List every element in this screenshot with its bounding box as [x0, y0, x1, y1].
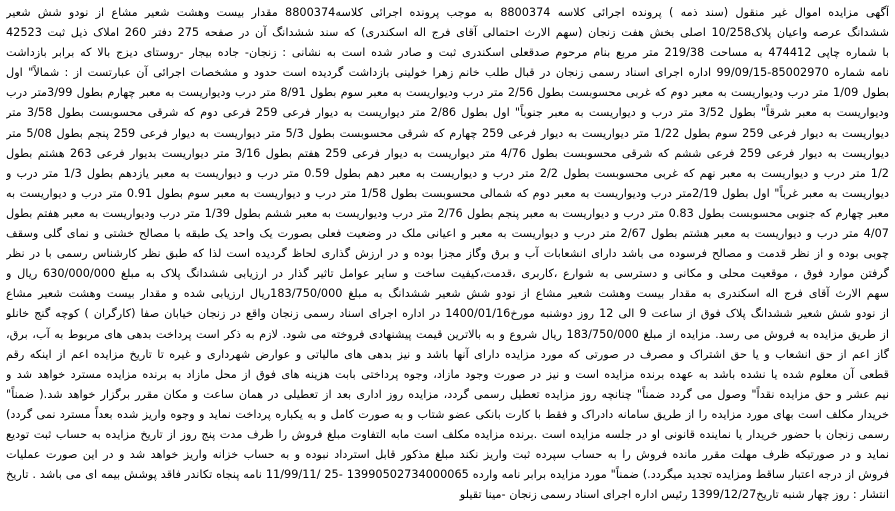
notice-line: از طریق مزایده به فروش می رسد. مزایده از مبلغ 183/750/000 ریال شروع و به بالاترین قیمت پیشنهادی فروخته می شود. لازم به ذکر است پرداخت بدهی های مربوط به آب، برق، — [6, 327, 889, 341]
notice-line: رسمی زنجان با حضور خریدار یا نماینده قانونی او در جلسه مزایده است .برنده مزایده مکلف است مابه التفاوت مبلغ فروش را ظرف مدت پنج روز از تاریخ مزایده به حساب ثبت تودیع — [6, 427, 889, 441]
notice-line: فروش از درجه اعتبار ساقط ومزایده تجدید میگردد.) ضمناً" مورد مزایده برابر نامه وارده 13990502734000065 -25 /11/99/11 نامه پنجاه تکاندر فاقد پوشش بیمه ای می باشد . تاریخ — [6, 468, 889, 482]
notice-line: دیواریست به معبر غرباً" اول بطول 2/19متر درب ودیواریست به معبر دوم که شمالی محسوبست بطول 1/58 متر درب و دیواریست به معبر سوم بطول 0.91 متر درب و دیواریست به — [6, 186, 889, 200]
notice-line: چوبی بوده و از نظر قدمت و مصالح فرسوده می باشد دارای انشعابات آب و برق وگاز مجزا بوده و در ارزش گذاری لحاظ گردیده است لذا که طبق نظر کارشناس رسمی با در نظر — [6, 247, 889, 261]
notice-line: سهم الارث آقای فرج اله اسکندری به مقدار بیست وهشت شعیر مشاع از نودو شش شعیر ششدانگ به مبلغ 183/750/000ریال ارزیابی شده و مقدار بیست وهشت شعیر مشاع — [6, 287, 889, 301]
notice-line: بطول 1/09 متر درب ودیواریست به معبر دوم که غربی محسوبست بطول 2/56 متر درب ودیواریست به معبر سوم بطول 8/91 متر درب ودیواریست به معبر چهارم بطول 3/99متر درب — [6, 86, 889, 100]
notice-line: نیم عشر و حق مزایده نقداً" وصول می گردد ضمناً" چنانچه روز مزایده تعطیل رسمی گردد، مزایده روز اداری بعد از تعطیلی در همان ساعت و مکان مقرر برگزار خواهد شد.( ضمناً" — [6, 387, 889, 401]
notice-line: نامه شماره 85002970-99/09/15 اداره اجرای اسناد رسمی زنجان در قبال طلب خانم زهرا خولینی بازداشت گردیده است حدود و مشخصات اجرائی آن عبارتست از : شمالاً" اول — [6, 66, 889, 80]
notice-line: 1/2 متر درب و دیواریست به معبر نهم که غربی محسوبست بطول 2/2 متر درب و دیواریست به معبر دهم بطول 0.59 متر درب و دیواریست به معبر یازدهم بطول 1/3 متر درب و — [6, 166, 889, 180]
notice-line-signature: انتشار : روز چهار شنبه تاریخ1399/12/27 رئیس اداره اجرای اسناد رسمی زنجان -مینا تقیلو — [459, 488, 889, 502]
notice-line: گاز اعم از حق انشعاب و یا حق اشتراک و مصرف در صورتی که مورد مزایده دارای آنها باشد و نیز بدهی های مالیاتی و عوارض شهرداری و غیره تا تاریخ مزایده اعم از اینکه رقم — [6, 347, 889, 361]
notice-line: نماید و در صورتیکه ظرف مهلت مقرر مانده فروش را به حساب سپرده ثبت واریز نکند مبلغ مذکور قابل استرداد نبوده و به حساب خزانه واریز خواهد شد و در این صورت عملیات — [6, 448, 889, 462]
notice-line: دیواریست به دیوار فرعی 259 فرعی ششم که شرقی محسوبست بطول 4/76 متر دیواریست به دیوار فرعی 259 هفتم بطول 3/16 متر دیواریست بدیوار فرعی 263 هشتم بطول — [6, 146, 889, 160]
notice-line: ششدانگ عرصه واعیان پلاک10/258 اصلی بخش هفت زنجان (سهم الارث احتمالی آقای فرج اله اسکندری) که سند ششدانگ آن در صفحه 275 دفتر 260 املاک ذیل ثبت 42523 — [6, 26, 889, 40]
notice-line: خریدار مکلف است بهای مورد مزایده را از طریق سامانه دادراک و فقط با کارت بانکی عضو شتاب و به صورت کامل و به یکباره پرداخت نماید و وجوه واریز شده بعداً مسترد نمی گردد) — [6, 407, 889, 421]
notice-line: از نودو شش شعیر ششدانگ پلاک فوق از ساعت 9 الی 12 روز دوشنبه مورخ1400/01/16 در اداره اجرای اسناد رسمی زنجان واقع در زنجان خیابان صفا (کارگران ) کوچه گنج خانلو — [6, 307, 889, 321]
notice-line: دیواریست به دیوار فرعی 259 سوم بطول 1/22 متر دیواریست به دیوار فرعی 259 چهارم که شرقی محسوبست بطول 5/3 متر دیواریست به دیوار فرعی 259 پنجم بطول 5/08 متر — [6, 126, 889, 140]
notice-line: با شماره چاپی 474412 به مساحت 219/38 متر مربع بنام مرحوم صدقعلی اسکندری ثبت و صادر شده است به نشانی : زنجان- جاده بیجار -روستای دیزج بالا که برابر بازداشت — [6, 46, 889, 60]
notice-line: آگهی مزایده اموال غیر منقول (سند ذمه ) پرونده اجرائی کلاسه 8800374 به موجب پرونده اجرائی کلاسه8800374 مقدار بیست وهشت شعیر مشاع از نودو شش شعیر — [6, 6, 889, 19]
notice-line: ودیواریست به معبر شرقاً" بطول 3/52 متر درب و دیواریست به معبر جنوباً" اول بطول 2/86 متر دیواریست به دیوار فرعی 259 فرعی دوم که شرقی محسوبست بطول 3/58 متر — [6, 106, 889, 120]
notice-line: قطعی آن معلوم شده یا نشده باشد به عهده برنده مزایده است و نیز در صورت وجود مازاد، وجوه پرداختی بابت هزینه های فوق از محل مازاد به برنده مزایده مسترد خواهد شد و — [6, 367, 889, 381]
notice-line: 4/07 متر درب و دیواریست به معبر هشتم بطول 2/67 متر درب و دیواریست به معبر و اعیانی ملک در وضعیت فعلی بصورت یک واحد یک طبقه با مصالح خشتی و نمای گلی وسقف — [6, 227, 889, 241]
notice-line: گرفتن موارد فوق ، موقعیت محلی و مکانی و دسترسی به شوارع ،کاربری ،قدمت،کیفیت ساخت و سایر عوامل تاثیر گذار در ارزیابی ششدانگ پلاک به مبلغ 630/000/000 ریال و — [6, 267, 889, 281]
notice-line: معبر چهارم که جنوبی محسوبست بطول 0.83 متر درب و دیواریست به معبر پنجم بطول 2/76 متر درب ودیواریست به معبر ششم بطول 1/39 متر درب ودیواریست به معبر هفتم بطول — [6, 206, 889, 220]
